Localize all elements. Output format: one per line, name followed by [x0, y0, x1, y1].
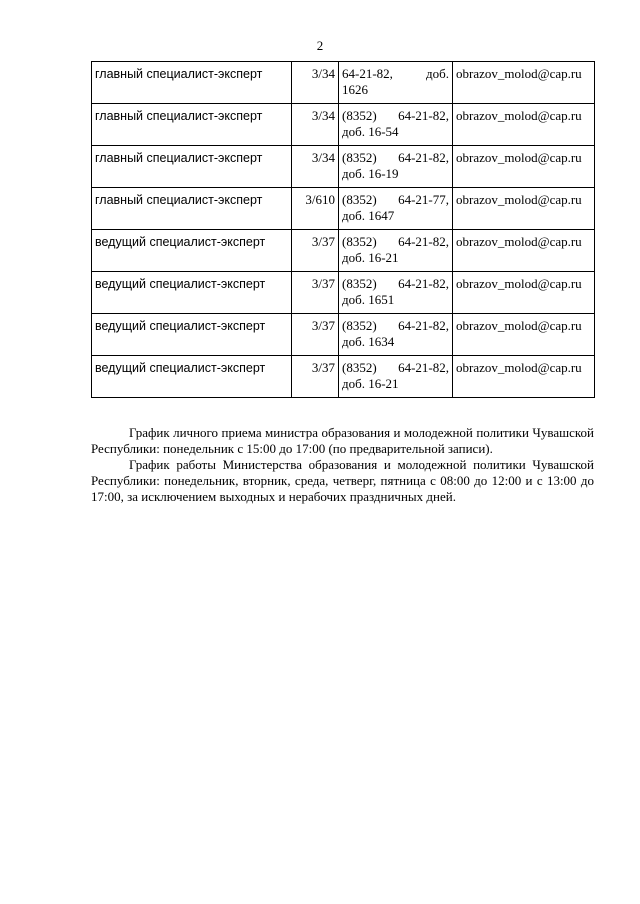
table-row	[92, 104, 595, 146]
email-cell: obrazov_molod@cap.ru	[453, 104, 595, 146]
position-cell: ведущий специалист-эксперт	[92, 272, 292, 314]
table-row	[92, 314, 595, 356]
phone-cell	[339, 104, 453, 146]
position-cell: главный специалист-эксперт	[92, 188, 292, 230]
phone-line1: (8352) 64-21-82,	[342, 276, 449, 291]
reception-schedule-paragraph: График личного приема министра образования и молодежной политики Чувашской Республики: понедельник с 15:00 до 17:00 (по предварительной записи).	[91, 425, 594, 456]
phone-cell	[339, 314, 453, 356]
room-cell: 3/34	[292, 62, 339, 104]
phone-line2: доб. 1634	[342, 334, 395, 349]
room-cell: 3/37	[292, 272, 339, 314]
phone-line1: (8352) 64-21-77,	[342, 192, 449, 207]
phone-cell	[339, 146, 453, 188]
table-row	[92, 146, 595, 188]
room-cell: 3/610	[292, 188, 339, 230]
position-cell: ведущий специалист-эксперт	[92, 356, 292, 398]
phone-line1: (8352) 64-21-82,	[342, 108, 449, 123]
phone-cell	[339, 188, 453, 230]
phone-line1: 64-21-82, доб.	[342, 66, 449, 81]
phone-line2: доб. 1647	[342, 208, 395, 223]
position-cell: главный специалист-эксперт	[92, 146, 292, 188]
position-cell: ведущий специалист-эксперт	[92, 230, 292, 272]
phone-line1: (8352) 64-21-82,	[342, 360, 449, 375]
room-cell: 3/37	[292, 356, 339, 398]
page-number: 2	[316, 38, 324, 53]
email-cell: obrazov_molod@cap.ru	[453, 230, 595, 272]
phone-line1: (8352) 64-21-82,	[342, 150, 449, 165]
phone-line2: доб. 16-54	[342, 124, 399, 139]
phone-cell	[339, 230, 453, 272]
phone-line2: доб. 16-21	[342, 376, 399, 391]
position-cell: ведущий специалист-эксперт	[92, 314, 292, 356]
table-row	[92, 356, 595, 398]
phone-line2: доб. 16-21	[342, 250, 399, 265]
phone-cell	[339, 62, 453, 104]
room-cell: 3/37	[292, 230, 339, 272]
email-cell: obrazov_molod@cap.ru	[453, 62, 595, 104]
phone-line2: 1626	[342, 82, 368, 97]
position-cell: главный специалист-эксперт	[92, 62, 292, 104]
phone-line1: (8352) 64-21-82,	[342, 318, 449, 333]
room-cell: 3/34	[292, 146, 339, 188]
phone-line1: (8352) 64-21-82,	[342, 234, 449, 249]
table-row	[92, 62, 595, 104]
email-cell: obrazov_molod@cap.ru	[453, 146, 595, 188]
phone-line2: доб. 1651	[342, 292, 395, 307]
email-cell: obrazov_molod@cap.ru	[453, 356, 595, 398]
room-cell: 3/34	[292, 104, 339, 146]
room-cell: 3/37	[292, 314, 339, 356]
work-schedule-paragraph: График работы Министерства образования и молодежной политики Чувашской Республики: понедельник, вторник, среда, четверг, пятница с 08:00 до 12:00 и с 13:00 до 17:00, за исключением выходных и нерабочих праздничных дней.	[91, 457, 594, 504]
email-cell: obrazov_molod@cap.ru	[453, 188, 595, 230]
position-cell: главный специалист-эксперт	[92, 104, 292, 146]
table-row	[92, 272, 595, 314]
phone-line2: доб. 16-19	[342, 166, 399, 181]
phone-cell	[339, 356, 453, 398]
table-row	[92, 230, 595, 272]
schedule-section	[91, 425, 594, 505]
phone-cell	[339, 272, 453, 314]
email-cell: obrazov_molod@cap.ru	[453, 314, 595, 356]
email-cell: obrazov_molod@cap.ru	[453, 272, 595, 314]
table-row	[92, 188, 595, 230]
contacts-table	[91, 61, 595, 398]
